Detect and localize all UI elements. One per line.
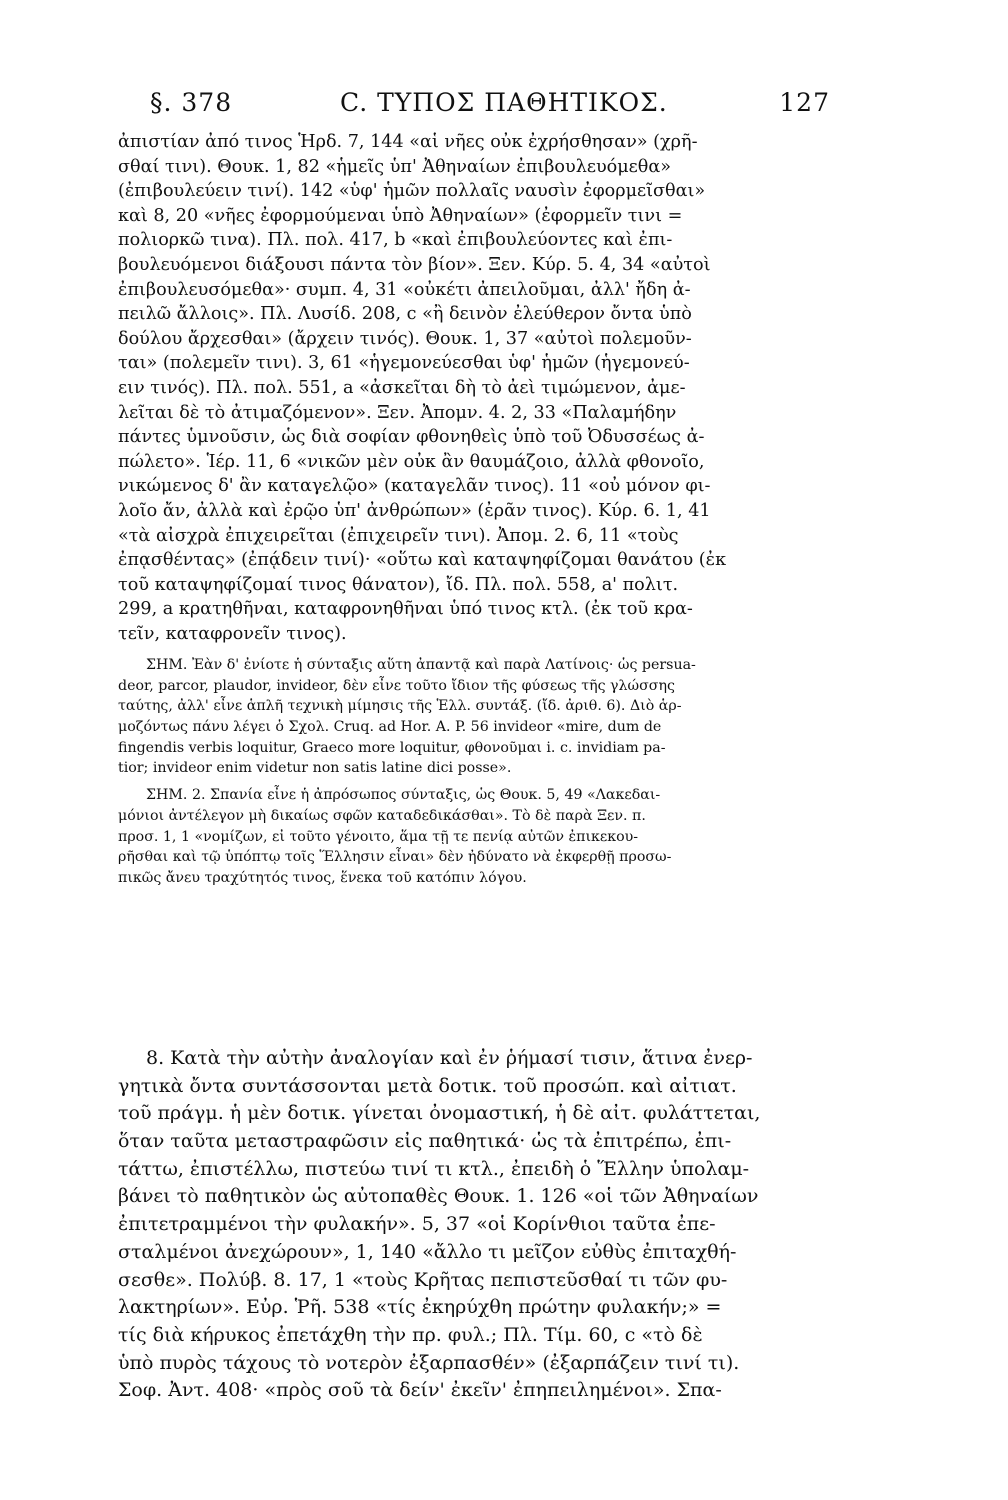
section-line: τίς διὰ κήρυκος ἐπετάχθη τὴν πρ. φυλ.; Πλ. Τίμ. 60, c «τὸ δὲ — [118, 1323, 703, 1346]
text-line: τοῦ καταψηφίζομαί τινος θάνατον), ἴδ. Πλ. πολ. 558, a' πολιτ. — [118, 574, 679, 595]
text-line: καὶ 8, 20 «νῆες ἐφορμούμεναι ὑπὸ Ἀθηναίων» (ἐφορμεῖν τινι = — [118, 205, 683, 226]
text-line: δούλου ἄρχεσθαι» (ἄρχειν τινός). Θουκ. 1, 37 «αὐτοὶ πολεμοῦν- — [118, 328, 692, 349]
page-header — [150, 88, 830, 128]
text-line: πώλετο». Ἱέρ. 11, 6 «νικῶν μὲν οὐκ ἂν θαυμάζοιο, ἀλλὰ φθονοῖο, — [118, 451, 705, 472]
main-text-block — [118, 130, 832, 646]
section-line: ὑπὸ πυρὸς τάχους τὸ νοτερὸν ἐξαρπασθέν» (ἐξαρπάζειν τινί τι). — [118, 1351, 740, 1374]
section-line: βάνει τὸ παθητικὸν ὡς αὐτοπαθὲς Θουκ. 1. 126 «οἱ τῶν Ἀθηναίων — [118, 1185, 759, 1208]
running-title: C. ΤΥΠΟΣ ΠΑΘΗΤΙΚΟΣ. — [340, 88, 668, 117]
notes-block — [118, 655, 832, 889]
text-line: τεῖν, καταφρονεῖν τινος). — [118, 623, 347, 644]
section-line: 8. Κατὰ τὴν αὐτὴν ἀναλογίαν καὶ ἐν ῥήμασί τισιν, ἅτινα ἐνερ- — [146, 1047, 753, 1069]
note-line: deor, parcor, plaudor, invideor, δὲν εἶνε τοῦτο ἴδιον τῆς φύσεως τῆς γλώσσης — [118, 677, 675, 694]
note-line: μόνιοι ἀντέλεγον μὴ δικαίως σφῶν καταδεδικάσθαι». Τὸ δὲ παρὰ Ξεν. π. — [118, 807, 646, 824]
text-line: σθαί τινι). Θουκ. 1, 82 «ἡμεῖς ὑπ' Ἀθηναίων ἐπιβουλευόμεθα» — [118, 156, 672, 177]
text-line: ἀπιστίαν ἀπό τινος Ἡρδ. 7, 144 «αἱ νῆες οὐκ ἐχρήσθησαν» (χρῆ- — [118, 132, 698, 152]
section-line: ὅταν ταῦτα μεταστραφῶσιν εἰς παθητικά· ὡς τὰ ἐπιτρέπω, ἐπι- — [118, 1130, 732, 1153]
section-reference: §. 378 — [150, 88, 233, 117]
text-line: «τὰ αἰσχρὰ ἐπιχειρεῖται (ἐπιχειρεῖν τινι). Ἀπομ. 2. 6, 11 «τοὺς — [118, 525, 679, 546]
text-line: ἐπᾳσθέντας» (ἐπᾴδειν τινί)· «οὕτω καὶ καταψηφίζομαι θανάτου (ἐκ — [118, 550, 727, 571]
text-line: ειν τινός). Πλ. πολ. 551, a «ἀσκεῖται δὴ τὸ ἀεὶ τιμώμενον, ἀμε- — [118, 377, 686, 398]
note-line: ταύτης, ἀλλ' εἶνε ἁπλῆ τεχνικὴ μίμησις τῆς Ἑλλ. συντάξ. (ἴδ. ἀριθ. 6). Διὸ ἁρ- — [118, 698, 682, 715]
page-number: 127 — [779, 88, 830, 117]
note-line: tior; invideor enim videtur non satis latine dici posse». — [118, 760, 512, 777]
note-line: ΣΗΜ. 2. Σπανία εἶνε ἡ ἀπρόσωπος σύνταξις, ὡς Θουκ. 5, 49 «Λακεδαι- — [146, 787, 661, 804]
text-line: 299, a κρατηθῆναι, καταφρονηθῆναι ὑπό τινος κτλ. (ἐκ τοῦ κρα- — [118, 599, 693, 620]
text-line: πολιορκῶ τινα). Πλ. πολ. 417, b «καὶ ἐπιβουλεύοντες καὶ ἐπι- — [118, 230, 673, 251]
note-line: fingendis verbis loquitur, Graeco more loquitur, φθονοῦμαι i. c. invidiam pa- — [118, 739, 666, 756]
text-line: λοῖο ἄν, ἀλλὰ καὶ ἐρῷο ὑπ' ἀνθρώπων» (ἐρᾶν τινος). Κύρ. 6. 1, 41 — [118, 500, 711, 521]
text-line: ἐπιβουλευσόμεθα»· συμπ. 4, 31 «οὐκέτι ἀπειλοῦμαι, ἀλλ' ἤδη ἀ- — [118, 279, 691, 300]
note-line: προσ. 1, 1 «νομίζων, εἰ τοῦτο γένοιτο, ἅμα τῇ τε πενίᾳ αὐτῶν ἐπικεκου- — [118, 828, 639, 845]
note-line: πικῶς ἄνευ τραχύτητός τινος, ἕνεκα τοῦ κατόπιν λόγου. — [118, 869, 527, 886]
section-line: τάττω, ἐπιστέλλω, πιστεύω τινί τι κτλ., ἐπειδὴ ὁ Ἕλλην ὑπολαμ- — [118, 1157, 750, 1180]
section-line: σταλμένοι ἀνεχώρουν», 1, 140 «ἄλλο τι μεῖζον εὐθὺς ἐπιταχθή- — [118, 1240, 737, 1263]
section-line: τοῦ πράγμ. ἡ μὲν δοτικ. γίνεται ὀνομαστική, ἡ δὲ αἰτ. φυλάττεται, — [118, 1102, 761, 1125]
text-line: πάντες ὑμνοῦσιν, ὡς διὰ σοφίαν φθονηθεὶς ὑπὸ τοῦ Ὀδυσσέως ἀ- — [118, 427, 705, 448]
section-line: γητικὰ ὄντα συντάσσονται μετὰ δοτικ. τοῦ προσώπ. καὶ αἰτιατ. — [118, 1074, 737, 1097]
text-line: ται» (πολεμεῖν τινι). 3, 61 «ἡγεμονεύεσθαι ὑφ' ἡμῶν (ἡγεμονεύ- — [118, 353, 690, 374]
text-line: πειλῶ ἄλλοις». Πλ. Λυσίδ. 208, c «ἢ δεινὸν ἐλεύθερον ὄντα ὑπὸ — [118, 304, 692, 325]
text-line: βουλευόμενοι διάξουσι πάντα τὸν βίον». Ξεν. Κύρ. 5. 4, 34 «αὐτοὶ — [118, 254, 711, 275]
section-line: σεσθε». Πολύβ. 8. 17, 1 «τοὺς Κρῆτας πεπιστεῦσθαί τι τῶν φυ- — [118, 1268, 728, 1291]
section-line: ἐπιτετραμμένοι τὴν φυλακήν». 5, 37 «οἱ Κορίνθιοι ταῦτα ἐπε- — [118, 1213, 716, 1236]
note-line: μοζόντως πάνυ λέγει ὁ Σχολ. Cruq. ad Hor. A. P. 56 invideor «mire, dum de — [118, 719, 662, 736]
section-8-block — [118, 1045, 832, 1405]
section-line: λακτηρίων». Εὐρ. Ῥῆ. 538 «τίς ἐκηρύχθη πρώτην φυλακήν;» = — [118, 1296, 722, 1319]
note-line: ΣΗΜ. Ἐὰν δ' ἐνίοτε ἡ σύνταξις αὕτη ἀπαντᾷ καὶ παρὰ Λατίνοις· ὡς persua- — [146, 657, 696, 673]
text-line: λεῖται δὲ τὸ ἀτιμαζόμενον». Ξεν. Ἀπομν. 4. 2, 33 «Παλαμήδην — [118, 402, 677, 423]
text-line: νικώμενος δ' ἂν καταγελῷο» (καταγελᾶν τινος). 11 «οὐ μόνον φι- — [118, 476, 711, 497]
section-line: Σοφ. Ἀντ. 408· «πρὸς σοῦ τὰ δείν' ἐκεῖν' ἐπηπειλημένοι». Σπα- — [118, 1379, 722, 1402]
note-line: ρῆσθαι καὶ τῷ ὑπόπτῳ τοῖς Ἕλλησιν εἶναι» δὲν ἠδύνατο νὰ ἐκφερθῇ προσω- — [118, 849, 672, 866]
text-line: (ἐπιβουλεύειν τινί). 142 «ὑφ' ἡμῶν πολλαῖς ναυσὶν ἐφορμεῖσθαι» — [118, 181, 706, 202]
